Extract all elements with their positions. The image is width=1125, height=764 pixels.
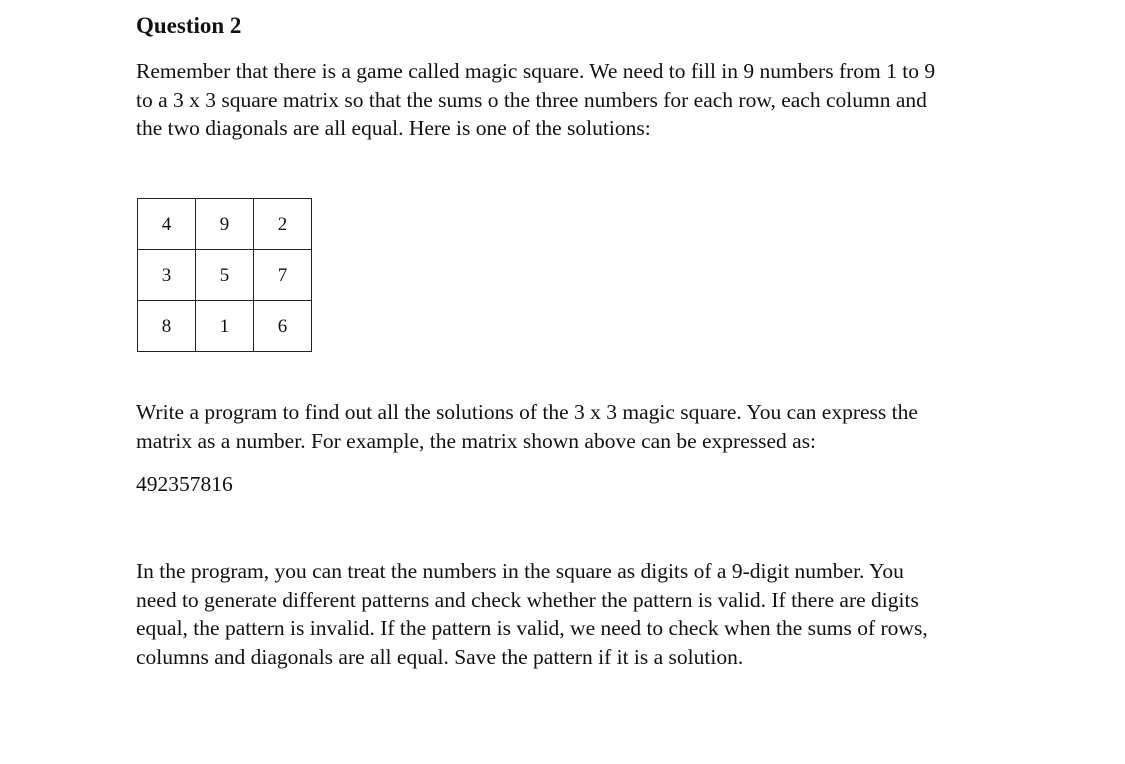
instructions-line: need to generate different patterns and check whether the pattern is valid. If there are digits bbox=[136, 587, 919, 612]
magic-square-row bbox=[138, 199, 312, 250]
magic-square-cell: 9 bbox=[196, 199, 254, 250]
task-paragraph bbox=[136, 398, 918, 455]
magic-square-cell: 2 bbox=[254, 199, 312, 250]
example-number: 492357816 bbox=[136, 472, 233, 496]
instructions-line: columns and diagonals are all equal. Save the pattern if it is a solution. bbox=[136, 644, 744, 669]
magic-square-cell: 1 bbox=[196, 301, 254, 352]
intro-line: the two diagonals are all equal. Here is one of the solutions: bbox=[136, 116, 651, 140]
question-title: Question 2 bbox=[136, 13, 242, 38]
magic-square-cell: 6 bbox=[254, 301, 312, 352]
magic-square-row bbox=[138, 301, 312, 352]
magic-square-cell: 7 bbox=[254, 250, 312, 301]
magic-square-cell: 4 bbox=[138, 199, 196, 250]
magic-square-cell: 8 bbox=[138, 301, 196, 352]
intro-line: Remember that there is a game called magic square. We need to fill in 9 numbers from 1 to 9 bbox=[136, 59, 936, 83]
task-line: matrix as a number. For example, the matrix shown above can be expressed as: bbox=[136, 428, 817, 453]
magic-square-table bbox=[137, 198, 312, 352]
intro-paragraph bbox=[136, 57, 935, 143]
magic-square-cell: 3 bbox=[138, 250, 196, 301]
task-line: Write a program to find out all the solutions of the 3 x 3 magic square. You can express the bbox=[136, 400, 918, 424]
intro-line: to a 3 x 3 square matrix so that the sums o the three numbers for each row, each column and bbox=[136, 87, 927, 112]
instructions-line: equal, the pattern is invalid. If the pattern is valid, we need to check when the sums of rows, bbox=[136, 616, 928, 640]
instructions-line: In the program, you can treat the numbers in the square as digits of a 9-digit number. You bbox=[136, 559, 904, 583]
magic-square-row bbox=[138, 250, 312, 301]
magic-square-cell: 5 bbox=[196, 250, 254, 301]
instructions-paragraph bbox=[136, 557, 928, 671]
